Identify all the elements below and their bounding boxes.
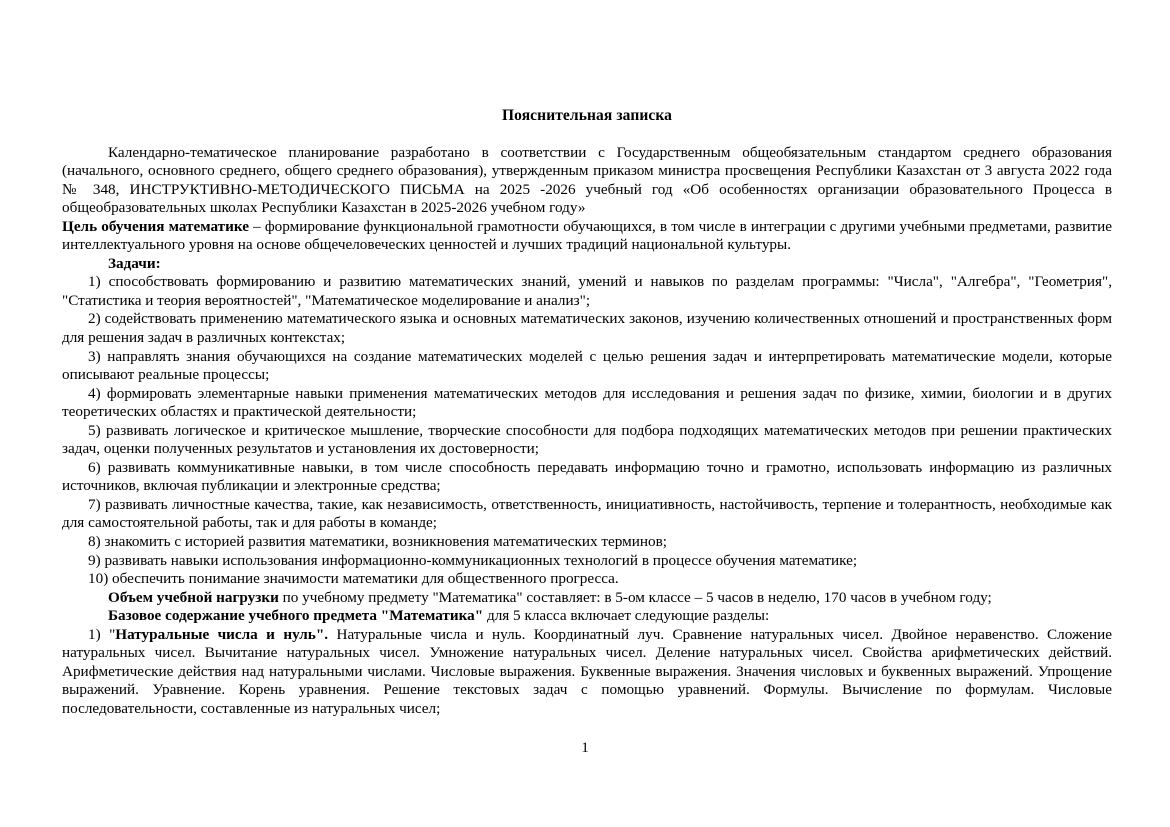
goal-text: – формирование функциональной грамотности обучающихся, в том числе в интеграции с другими учебными предметами, развитие интеллектуального уровня на основе общечеловеческих ценностей и лучших традиций национальной культуры. [62,217,1113,254]
section-label: Натуральные числа и нуль [115,625,316,643]
page-title: Пояснительная записка [501,107,673,124]
task-item: 9) развивать навыки использования информационно-коммуникационных технологий в процессе обучения математике; [88,551,858,569]
workload-paragraph [62,589,1112,608]
page-number: 1 [581,739,589,756]
task-item: 3) направлять знания обучающихся на создание математических моделей с целью решения задач и интерпретировать математические модели, которые описывают реальные процессы; [62,347,1112,384]
task-item: 2) содействовать применению математического языка и основных математических законов, изучению количественных отношений и пространственных форм для решения задач в различных контекстах; [62,310,1112,346]
tasks-heading-label: Задачи: [108,254,161,272]
base-content-paragraph [62,607,1112,626]
task-item: 1) способствовать формированию и развитию математических знаний, умений и навыков по разделам программы: "Числа", "Алгебра", "Геометрия", "Статистика и теория вероятностей", "Математическое моделирование и анализ"; [62,273,1112,309]
section-number: 1) [88,625,110,643]
section-text: Натуральные числа и нуль. Координатный луч. Сравнение натуральных чисел. Двойное неравенство. Сложение натуральных чисел. Вычитание натуральных чисел. Умножение натуральных чисел. Деление натуральных чисел. Свойства арифметических действий. Арифметические действия над натуральными числами. Числовые выражения. Буквенные выражения. Значения числовых и буквенных выражений. Упрощение выражений. Уравнение. Корень уравнения. Решение текстовых задач с помощью уравнений. Формулы. Вычисление по формулам. Числовые последовательности, составленные из натуральных чисел; [62,625,1112,717]
task-item: 8) знакомить с историей развития математики, возникновения математических терминов; [88,532,667,550]
tasks-heading [62,255,1112,274]
document-content [62,0,1112,718]
goal-paragraph [62,218,1112,255]
task-item: 7) развивать личностные качества, такие, как независимость, ответственность, инициативность, настойчивость, терпение и толерантность, необходимые как для самостоятельной работы, так и для работы в команде; [62,495,1112,532]
workload-text: по учебному предмету "Математика" составляет: в 5-ом классе – 5 часов в неделю, 170 часов в учебном году; [278,588,992,606]
task-item: 5) развивать логическое и критическое мышление, творческие способности для подбора подходящих математических методов при решении практических задач, оценки полученных результатов и установления их достоверности; [62,421,1112,458]
intro-paragraph [62,124,1112,218]
intro-paragraph-text: Календарно-тематическое планирование разработано в соответствии с Государственным общеобязательным стандартом среднего образования (начального, основного среднего, общего среднего образования), утвержденным приказом министра просвещения Республики Казахстан от 3 августа 2022 года № 348, ИНСТРУКТИВНО-МЕТОДИЧЕСКОГО ПИСЬМА на 2025 -2026 учебный год «Об особенностях организации образовательного Процесса в общеобразовательных школах Республики Казахстан в 2025-2026 учебном году» [62,143,1112,217]
task-item: 10) обеспечить понимание значимости математики для общественного прогресса. [88,570,619,588]
task-item: 4) формировать элементарные навыки применения математических методов для исследования и решения задач по физике, химии, биологии и в других теоретических областях и практической деятельности; [62,384,1112,421]
section-quote-open: " [109,625,116,643]
section-item [62,626,1112,719]
section-quote-close: ". [315,625,329,643]
goal-label: Цель обучения математике [62,217,249,235]
task-item: 6) развивать коммуникативные навыки, в том числе способность передавать информацию точно и грамотно, использовать информацию из различных источников, включая публикации и электронные средства; [62,458,1112,495]
workload-label: Объем учебной нагрузки [108,588,279,606]
base-content-text: для 5 класса включает следующие разделы: [483,607,770,625]
base-content-label: Базовое содержание учебного предмета "Математика" [108,607,484,625]
